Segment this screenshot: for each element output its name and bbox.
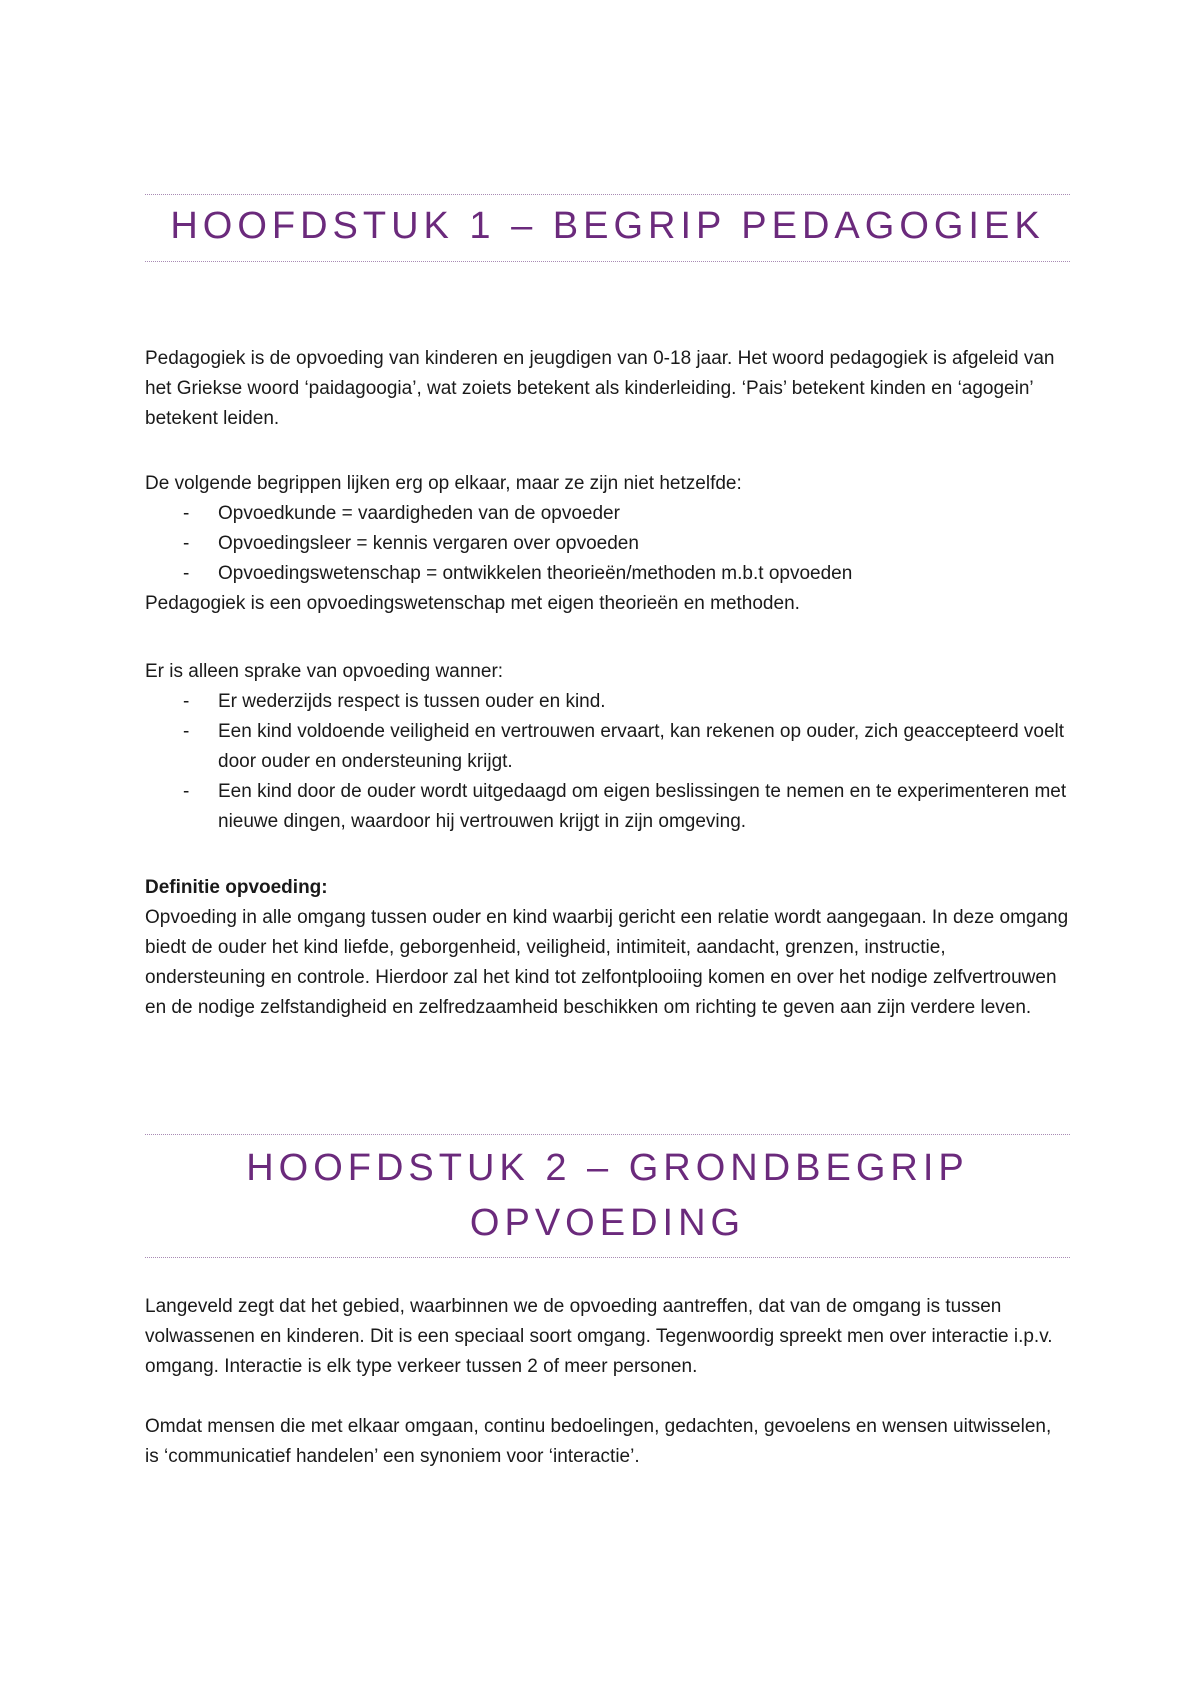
list-item: - Opvoedingsleer = kennis vergaren over opvoeden xyxy=(145,529,1070,559)
chapter-2-para-2-block xyxy=(145,1412,1070,1472)
list-item: - Een kind voldoende veiligheid en vertrouwen ervaart, kan rekenen op ouder, zich geaccepteerd voelt door ouder en ondersteuning krijgt. xyxy=(145,717,1070,777)
list-item: - Opvoedkunde = vaardigheden van de opvoeder xyxy=(145,499,1070,529)
chapter-2-para-1-block xyxy=(145,1292,1070,1382)
definition-heading: Definitie opvoeding: xyxy=(145,877,328,898)
chapter-2-heading-line-2: OPVOEDING xyxy=(469,1202,746,1244)
chapter-2-para-1: Langeveld zegt dat het gebied, waarbinnen we de opvoeding aantreffen, dat van de omgang is tussen volwassenen en kinderen. Dit is een speciaal soort omgang. Tegenwoordig spreekt men over interactie i.p.v. omgang. Interactie is elk type verkeer tussen 2 of meer personen. xyxy=(145,1296,1053,1377)
chapter-1-intro: Pedagogiek is de opvoeding van kinderen en jeugdigen van 0-18 jaar. Het woord pedagogiek is afgeleid van het Griekse woord ‘paidagoogia’, wat zoiets betekent als kinderleiding. ‘Pais’ betekent kinden en ‘agogein’ betekent leiden. xyxy=(145,348,1055,429)
conditions-intro: Er is alleen sprake van opvoeding wanner: xyxy=(145,661,504,682)
concepts-block xyxy=(145,469,1070,619)
chapter-2-heading-line-1: HOOFDSTUK 2 – GRONDBEGRIP xyxy=(246,1147,969,1189)
list-item: - Een kind door de ouder wordt uitgedaagd om eigen beslissingen te nemen en te experimenteren met nieuwe dingen, waardoor hij vertrouwen krijgt in zijn omgeving. xyxy=(145,777,1070,837)
chapter-1-intro-block xyxy=(145,344,1070,434)
conditions-list xyxy=(145,687,1070,837)
list-item: - Opvoedingswetenschap = ontwikkelen theorieën/methoden m.b.t opvoeden xyxy=(145,559,1070,589)
chapter-2-heading xyxy=(145,1134,1070,1258)
concepts-outro: Pedagogiek is een opvoedingswetenschap met eigen theorieën en methoden. xyxy=(145,593,800,614)
chapter-2-para-2: Omdat mensen die met elkaar omgaan, continu bedoelingen, gedachten, gevoelens en wensen uitwisselen, is ‘communicatief handelen’ een synoniem voor ‘interactie’. xyxy=(145,1416,1052,1467)
conditions-block xyxy=(145,657,1070,837)
concepts-intro: De volgende begrippen lijken erg op elkaar, maar ze zijn niet hetzelfde: xyxy=(145,473,742,494)
definition-text: Opvoeding in alle omgang tussen ouder en kind waarbij gericht een relatie wordt aangegaan. In deze omgang biedt de ouder het kind liefde, geborgenheid, veiligheid, intimiteit, aandacht, grenzen, instructie, ondersteuning en controle. Hierdoor zal het kind tot zelfontplooiing komen en over het nodige zelfvertrouwen en de nodige zelfstandigheid en zelfredzaamheid beschikken om richting te geven aan zijn verdere leven. xyxy=(145,907,1069,1018)
concepts-list xyxy=(145,499,1070,589)
chapter-1-heading: HOOFDSTUK 1 – BEGRIP PEDAGOGIEK xyxy=(145,194,1070,262)
list-item: - Er wederzijds respect is tussen ouder en kind. xyxy=(145,687,1070,717)
definition-block xyxy=(145,873,1070,1023)
